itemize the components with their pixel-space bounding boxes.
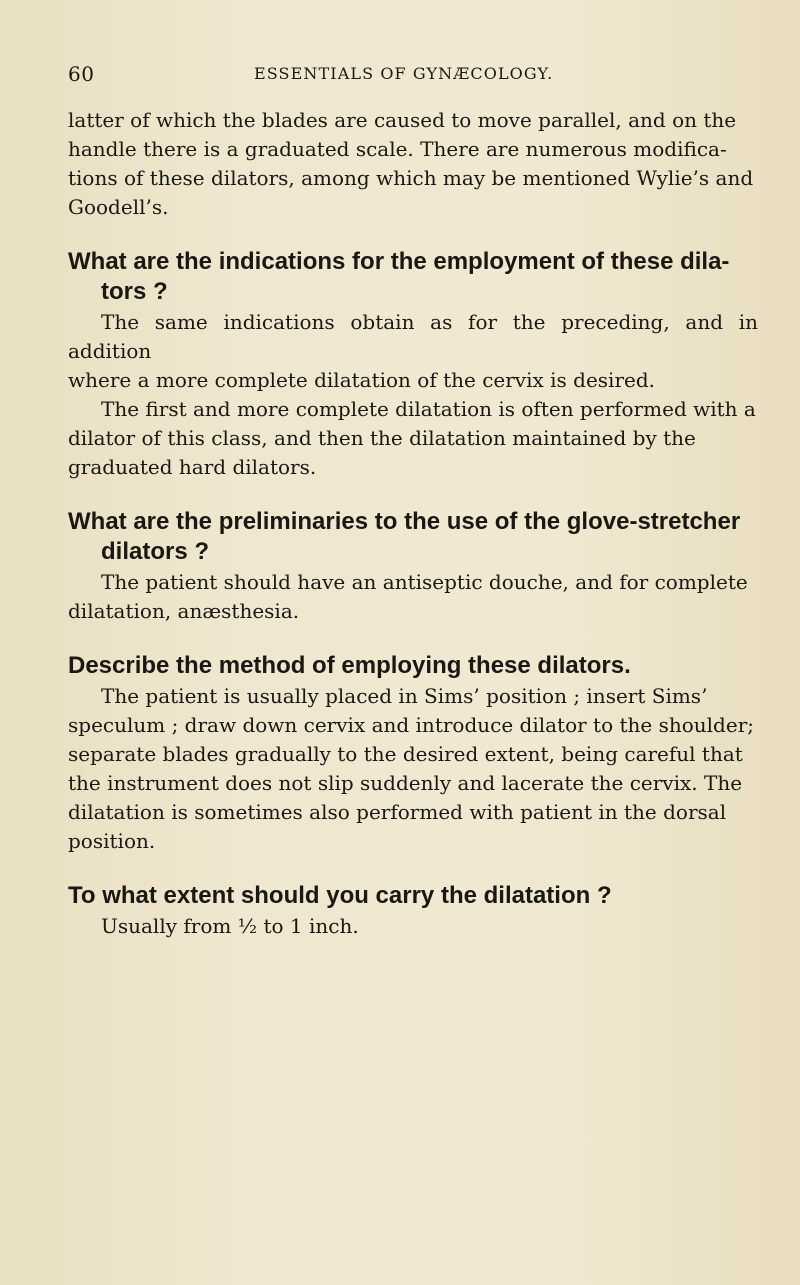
question-heading	[68, 247, 758, 307]
question-line: What are the preliminaries to the use of the glove-stretcher	[68, 508, 741, 535]
answer-text	[68, 912, 758, 941]
answer-line: The same indications obtain as for the preceding, and in addition	[68, 310, 758, 363]
question-line: dilators ?	[101, 538, 210, 565]
question-section	[68, 881, 758, 941]
page-number: 60	[68, 62, 95, 86]
answer-text	[68, 568, 758, 626]
answer-text	[68, 308, 758, 482]
question-heading	[68, 507, 758, 567]
intro-line: latter of which the blades are caused to move parallel, and on the	[68, 108, 737, 132]
running-title: ESSENTIALS OF GYNÆCOLOGY.	[254, 64, 554, 83]
answer-line: Usually from ½ to 1 inch.	[101, 914, 359, 938]
answer-line: where a more complete dilatation of the cervix is desired.	[68, 368, 656, 392]
question-section	[68, 507, 758, 626]
question-line: To what extent should you carry the dilatation ?	[68, 882, 612, 909]
answer-line: separate blades gradually to the desired extent, being careful that	[68, 742, 743, 766]
question-line: Describe the method of employing these dilators.	[68, 652, 631, 679]
question-heading	[68, 881, 758, 911]
answer-line: The patient should have an antiseptic douche, and for complete	[101, 570, 748, 594]
running-head	[68, 62, 758, 86]
question-heading	[68, 651, 758, 681]
answer-line: the instrument does not slip suddenly and lacerate the cervix. The	[68, 771, 743, 795]
answer-line: The first and more complete dilatation is often performed with a	[101, 397, 756, 421]
intro-paragraph	[68, 106, 758, 222]
question-section	[68, 247, 758, 482]
answer-line: dilatation, anæsthesia.	[68, 599, 300, 623]
answer-line: dilator of this class, and then the dilatation maintained by the	[68, 426, 696, 450]
page-content	[68, 62, 758, 941]
answer-line: position.	[68, 829, 156, 853]
intro-line: Goodell’s.	[68, 195, 169, 219]
answer-text	[68, 682, 758, 856]
question-line: What are the indications for the employment of these dila-	[68, 248, 730, 275]
question-line: tors ?	[101, 278, 168, 305]
intro-line: tions of these dilators, among which may be mentioned Wylie’s and	[68, 166, 754, 190]
answer-line: dilatation is sometimes also performed with patient in the dorsal	[68, 800, 727, 824]
intro-line: handle there is a graduated scale. There are numerous modifica-	[68, 137, 727, 161]
answer-line: graduated hard dilators.	[68, 455, 317, 479]
answer-line: speculum ; draw down cervix and introduce dilator to the shoulder;	[68, 713, 754, 737]
answer-line: The patient is usually placed in Sims’ position ; insert Sims’	[101, 684, 708, 708]
question-section	[68, 651, 758, 856]
